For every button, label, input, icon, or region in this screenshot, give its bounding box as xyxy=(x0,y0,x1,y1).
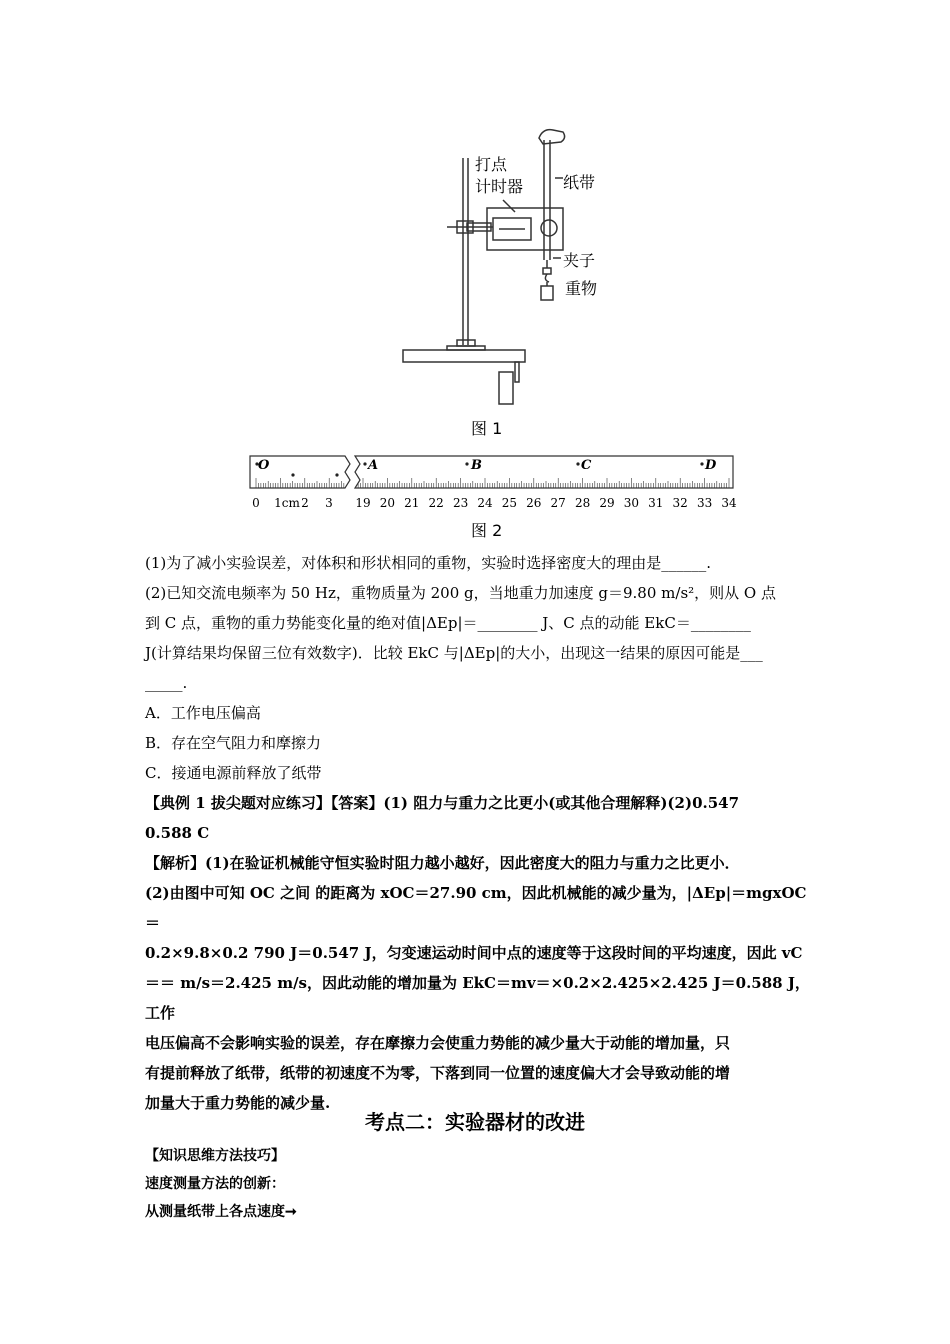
analysis-line1: 【解析】(1)在验证机械能守恒实验时阻力越小越好，因此密度大的阻力与重力之比更小． xyxy=(145,854,740,872)
analysis-line2: (2)由图中可知 OC 之间 的距离为 xOC＝27.90 cm，因此机械能的减少量为，|ΔEp|＝mgxOC＝ xyxy=(145,884,807,932)
question-block xyxy=(145,548,810,1118)
tick-label-right: 29 xyxy=(599,496,615,510)
apparatus-figure xyxy=(395,120,620,440)
tick-label-left: 2 xyxy=(301,496,309,510)
section-title: 考点二：实验器材的改进 xyxy=(365,1110,585,1134)
tick-label-right: 19 xyxy=(355,496,371,510)
point-A: A xyxy=(368,458,379,473)
tick-label-right: 21 xyxy=(404,496,420,510)
point-C: C xyxy=(581,458,592,473)
tick-label-left: 0 xyxy=(252,496,260,510)
question-2-line3: J(计算结果均保留三位有效数字)．比较 EkC 与|ΔEp|的大小，出现这一结果的原因可能是___ xyxy=(145,644,763,662)
point-O: O xyxy=(258,458,270,473)
tick-label-right: 34 xyxy=(721,496,737,510)
section-line1: 速度测量方法的创新： xyxy=(145,1176,285,1192)
question-2-line1: (2)已知交流电频率为 50 Hz，重物质量为 200 g，当地重力加速度 g＝9.80 m/s²，则从 O 点 xyxy=(145,584,776,602)
clip-label: 夹子 xyxy=(563,251,596,270)
option-c: C．接通电源前释放了纸带 xyxy=(145,764,322,782)
tick-label-right: 31 xyxy=(648,496,664,510)
section-content xyxy=(145,1142,297,1226)
analysis-line4: ＝＝ m/s＝2.425 m/s，因此动能的增加量为 EkC＝mv＝×0.2×2.425×2.425 J＝0.588 J，工作 xyxy=(145,974,810,1022)
option-a: A．工作电压偏高 xyxy=(145,704,261,722)
analysis-line3: 0.2×9.8×0.2 790 J＝0.547 J，匀变速运动时间中点的速度等于这段时间的平均速度，因此 vC xyxy=(145,944,803,962)
tape-ruler-figure xyxy=(245,452,740,514)
tick-label-right: 28 xyxy=(574,496,591,510)
question-2-line2: 到 C 点，重物的重力势能变化量的绝对值|ΔEp|＝________ J、C 点的动能 EkC＝________ xyxy=(145,614,751,632)
tick-label-right: 30 xyxy=(623,496,640,510)
section-heading: 【知识思维方法技巧】 xyxy=(145,1148,285,1164)
tick-label-right: 20 xyxy=(379,496,396,510)
answer-line2: 0.588 C xyxy=(145,824,210,842)
tape-label: 纸带 xyxy=(563,173,596,192)
timer-label xyxy=(475,154,523,198)
question-2-line4: _____. xyxy=(145,674,188,692)
analysis-line7: 加量大于重力势能的减少量. xyxy=(145,1094,331,1112)
tick-label-right: 32 xyxy=(672,496,688,510)
answer-line1: 【典例 1 拔尖题对应练习】【答案】(1) 阻力与重力之比更小(或其他合理解释)(2)0.547 xyxy=(145,794,740,812)
tick-label-right: 33 xyxy=(696,496,713,510)
point-B: B xyxy=(471,458,482,473)
analysis-line5: 电压偏高不会影响实验的误差，存在摩擦力会使重力势能的减少量大于动能的增加量，只 xyxy=(145,1034,731,1052)
weight-label: 重物 xyxy=(565,279,598,298)
point-D: D xyxy=(705,458,717,473)
analysis-line6: 有提前释放了纸带，纸带的初速度不为零，下落到同一位置的速度偏大才会导致动能的增 xyxy=(145,1064,731,1082)
section-line2: 从测量纸带上各点速度➞ xyxy=(145,1204,297,1220)
question-1: (1)为了减小实验误差，对体积和形状相同的重物，实验时选择密度大的理由是______. xyxy=(145,554,712,572)
tick-label-left: 3 xyxy=(325,496,333,510)
tick-label-right: 22 xyxy=(428,496,444,510)
figure1-caption: 图 1 xyxy=(471,419,503,438)
timer-label-line2: 计时器 xyxy=(475,177,524,196)
tick-label-left: 1cm xyxy=(274,496,300,510)
figure2-caption: 图 2 xyxy=(471,521,503,540)
tick-label-right: 24 xyxy=(477,496,493,510)
timer-label-line1: 打点 xyxy=(475,155,508,174)
tick-label-right: 27 xyxy=(550,496,566,510)
tick-label-right: 26 xyxy=(526,496,542,510)
option-b: B．存在空气阻力和摩擦力 xyxy=(145,734,322,752)
tick-label-right: 23 xyxy=(452,496,469,510)
tick-label-right: 25 xyxy=(501,496,518,510)
